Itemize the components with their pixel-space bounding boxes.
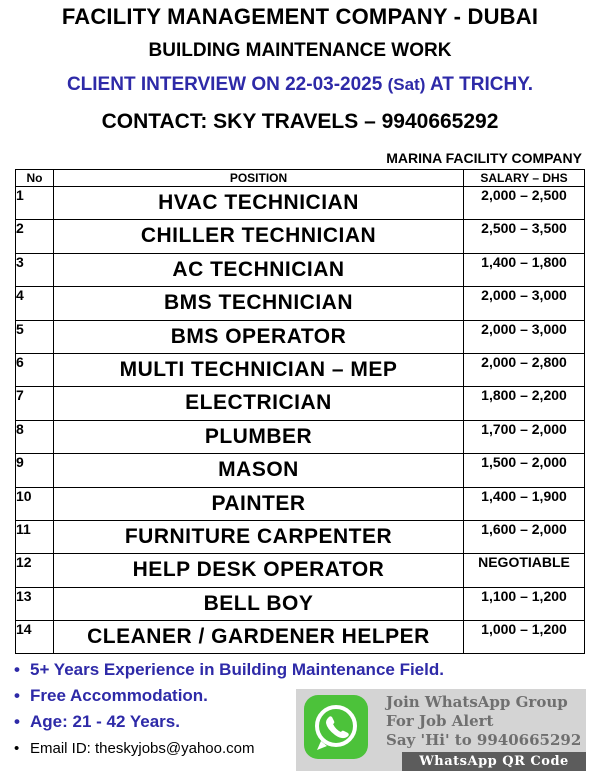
interview-location: AT TRICHY. xyxy=(429,74,534,95)
contact-line: CONTACT: SKY TRAVELS – 9940665292 xyxy=(101,110,499,133)
company-name: MARINA FACILITY COMPANY xyxy=(386,150,582,166)
interview-day: (Sat) xyxy=(387,75,426,94)
row-number: 10 xyxy=(16,487,54,520)
row-salary: 2,500 – 3,500 xyxy=(464,220,585,253)
positions-table xyxy=(15,169,585,654)
table-row xyxy=(16,487,585,520)
row-number: 5 xyxy=(16,320,54,353)
whatsapp-line-alert: For Job Alert xyxy=(386,712,494,730)
list-item xyxy=(14,686,208,706)
row-position: CHILLER TECHNICIAN xyxy=(54,220,464,253)
table-row xyxy=(16,353,585,386)
page-subtitle: BUILDING MAINTENANCE WORK xyxy=(148,40,452,61)
row-salary: NEGOTIABLE xyxy=(464,554,585,587)
row-number: 9 xyxy=(16,454,54,487)
row-number: 13 xyxy=(16,587,54,620)
email-label: Email ID: xyxy=(30,740,91,757)
email-link[interactable]: theskyjobs@yahoo.com xyxy=(95,740,255,757)
list-item xyxy=(14,740,255,757)
row-number: 12 xyxy=(16,554,54,587)
table-row xyxy=(16,520,585,553)
table-row xyxy=(16,454,585,487)
interview-line xyxy=(0,74,600,96)
row-position: HELP DESK OPERATOR xyxy=(54,554,464,587)
table-row xyxy=(16,320,585,353)
accommodation-text: Free Accommodation. xyxy=(30,686,208,705)
row-position: FURNITURE CARPENTER xyxy=(54,520,464,553)
row-position: AC TECHNICIAN xyxy=(54,253,464,286)
row-number: 1 xyxy=(16,187,54,220)
row-number: 8 xyxy=(16,420,54,453)
row-number: 4 xyxy=(16,287,54,320)
column-header-position: POSITION xyxy=(54,170,464,187)
row-number: 2 xyxy=(16,220,54,253)
table-row xyxy=(16,420,585,453)
whatsapp-line-say-hi: Say 'Hi' to 9940665292 xyxy=(386,731,582,749)
row-salary: 1,600 – 2,000 xyxy=(464,520,585,553)
column-header-no: No xyxy=(16,170,54,187)
row-position: ELECTRICIAN xyxy=(54,387,464,420)
whatsapp-icon xyxy=(304,695,368,759)
table-row xyxy=(16,220,585,253)
table-row xyxy=(16,554,585,587)
table-row xyxy=(16,387,585,420)
bullet-icon: • xyxy=(14,660,20,679)
row-position: BMS OPERATOR xyxy=(54,320,464,353)
row-number: 3 xyxy=(16,253,54,286)
row-salary: 1,500 – 2,000 xyxy=(464,454,585,487)
row-salary: 1,100 – 1,200 xyxy=(464,587,585,620)
row-salary: 2,000 – 2,800 xyxy=(464,353,585,386)
interview-date-text: CLIENT INTERVIEW ON 22-03-2025 xyxy=(66,74,383,95)
list-item xyxy=(14,660,444,680)
bullet-icon: • xyxy=(14,712,20,731)
list-item xyxy=(14,712,180,732)
row-position: HVAC TECHNICIAN xyxy=(54,187,464,220)
row-salary: 1,400 – 1,800 xyxy=(464,253,585,286)
whatsapp-line-join: Join WhatsApp Group xyxy=(386,693,568,711)
row-salary: 1,000 – 1,200 xyxy=(464,621,585,654)
row-position: MULTI TECHNICIAN – MEP xyxy=(54,353,464,386)
row-salary: 2,000 – 3,000 xyxy=(464,320,585,353)
page-title: FACILITY MANAGEMENT COMPANY - DUBAI xyxy=(61,4,539,29)
row-position: BELL BOY xyxy=(54,587,464,620)
bullet-icon: • xyxy=(14,740,20,757)
column-header-salary: SALARY – DHS xyxy=(464,170,585,187)
row-number: 6 xyxy=(16,353,54,386)
table-row xyxy=(16,587,585,620)
row-salary: 1,400 – 1,900 xyxy=(464,487,585,520)
row-salary: 1,800 – 2,200 xyxy=(464,387,585,420)
table-row xyxy=(16,287,585,320)
row-salary: 2,000 – 3,000 xyxy=(464,287,585,320)
age-text: Age: 21 - 42 Years. xyxy=(30,712,180,731)
row-salary: 2,000 – 2,500 xyxy=(464,187,585,220)
row-position: PAINTER xyxy=(54,487,464,520)
row-position: MASON xyxy=(54,454,464,487)
bullet-icon: • xyxy=(14,686,20,705)
table-row xyxy=(16,621,585,654)
row-number: 7 xyxy=(16,387,54,420)
table-row xyxy=(16,253,585,286)
row-position: BMS TECHNICIAN xyxy=(54,287,464,320)
row-position: CLEANER / GARDENER HELPER xyxy=(54,621,464,654)
whatsapp-banner[interactable] xyxy=(296,689,586,771)
table-header-row xyxy=(16,170,585,187)
table-row xyxy=(16,187,585,220)
row-position: PLUMBER xyxy=(54,420,464,453)
row-number: 14 xyxy=(16,621,54,654)
whatsapp-text xyxy=(386,693,581,750)
row-number: 11 xyxy=(16,520,54,553)
experience-text: 5+ Years Experience in Building Maintenance Field. xyxy=(30,660,444,679)
whatsapp-qr-label: WhatsApp QR Code xyxy=(402,752,586,771)
row-salary: 1,700 – 2,000 xyxy=(464,420,585,453)
